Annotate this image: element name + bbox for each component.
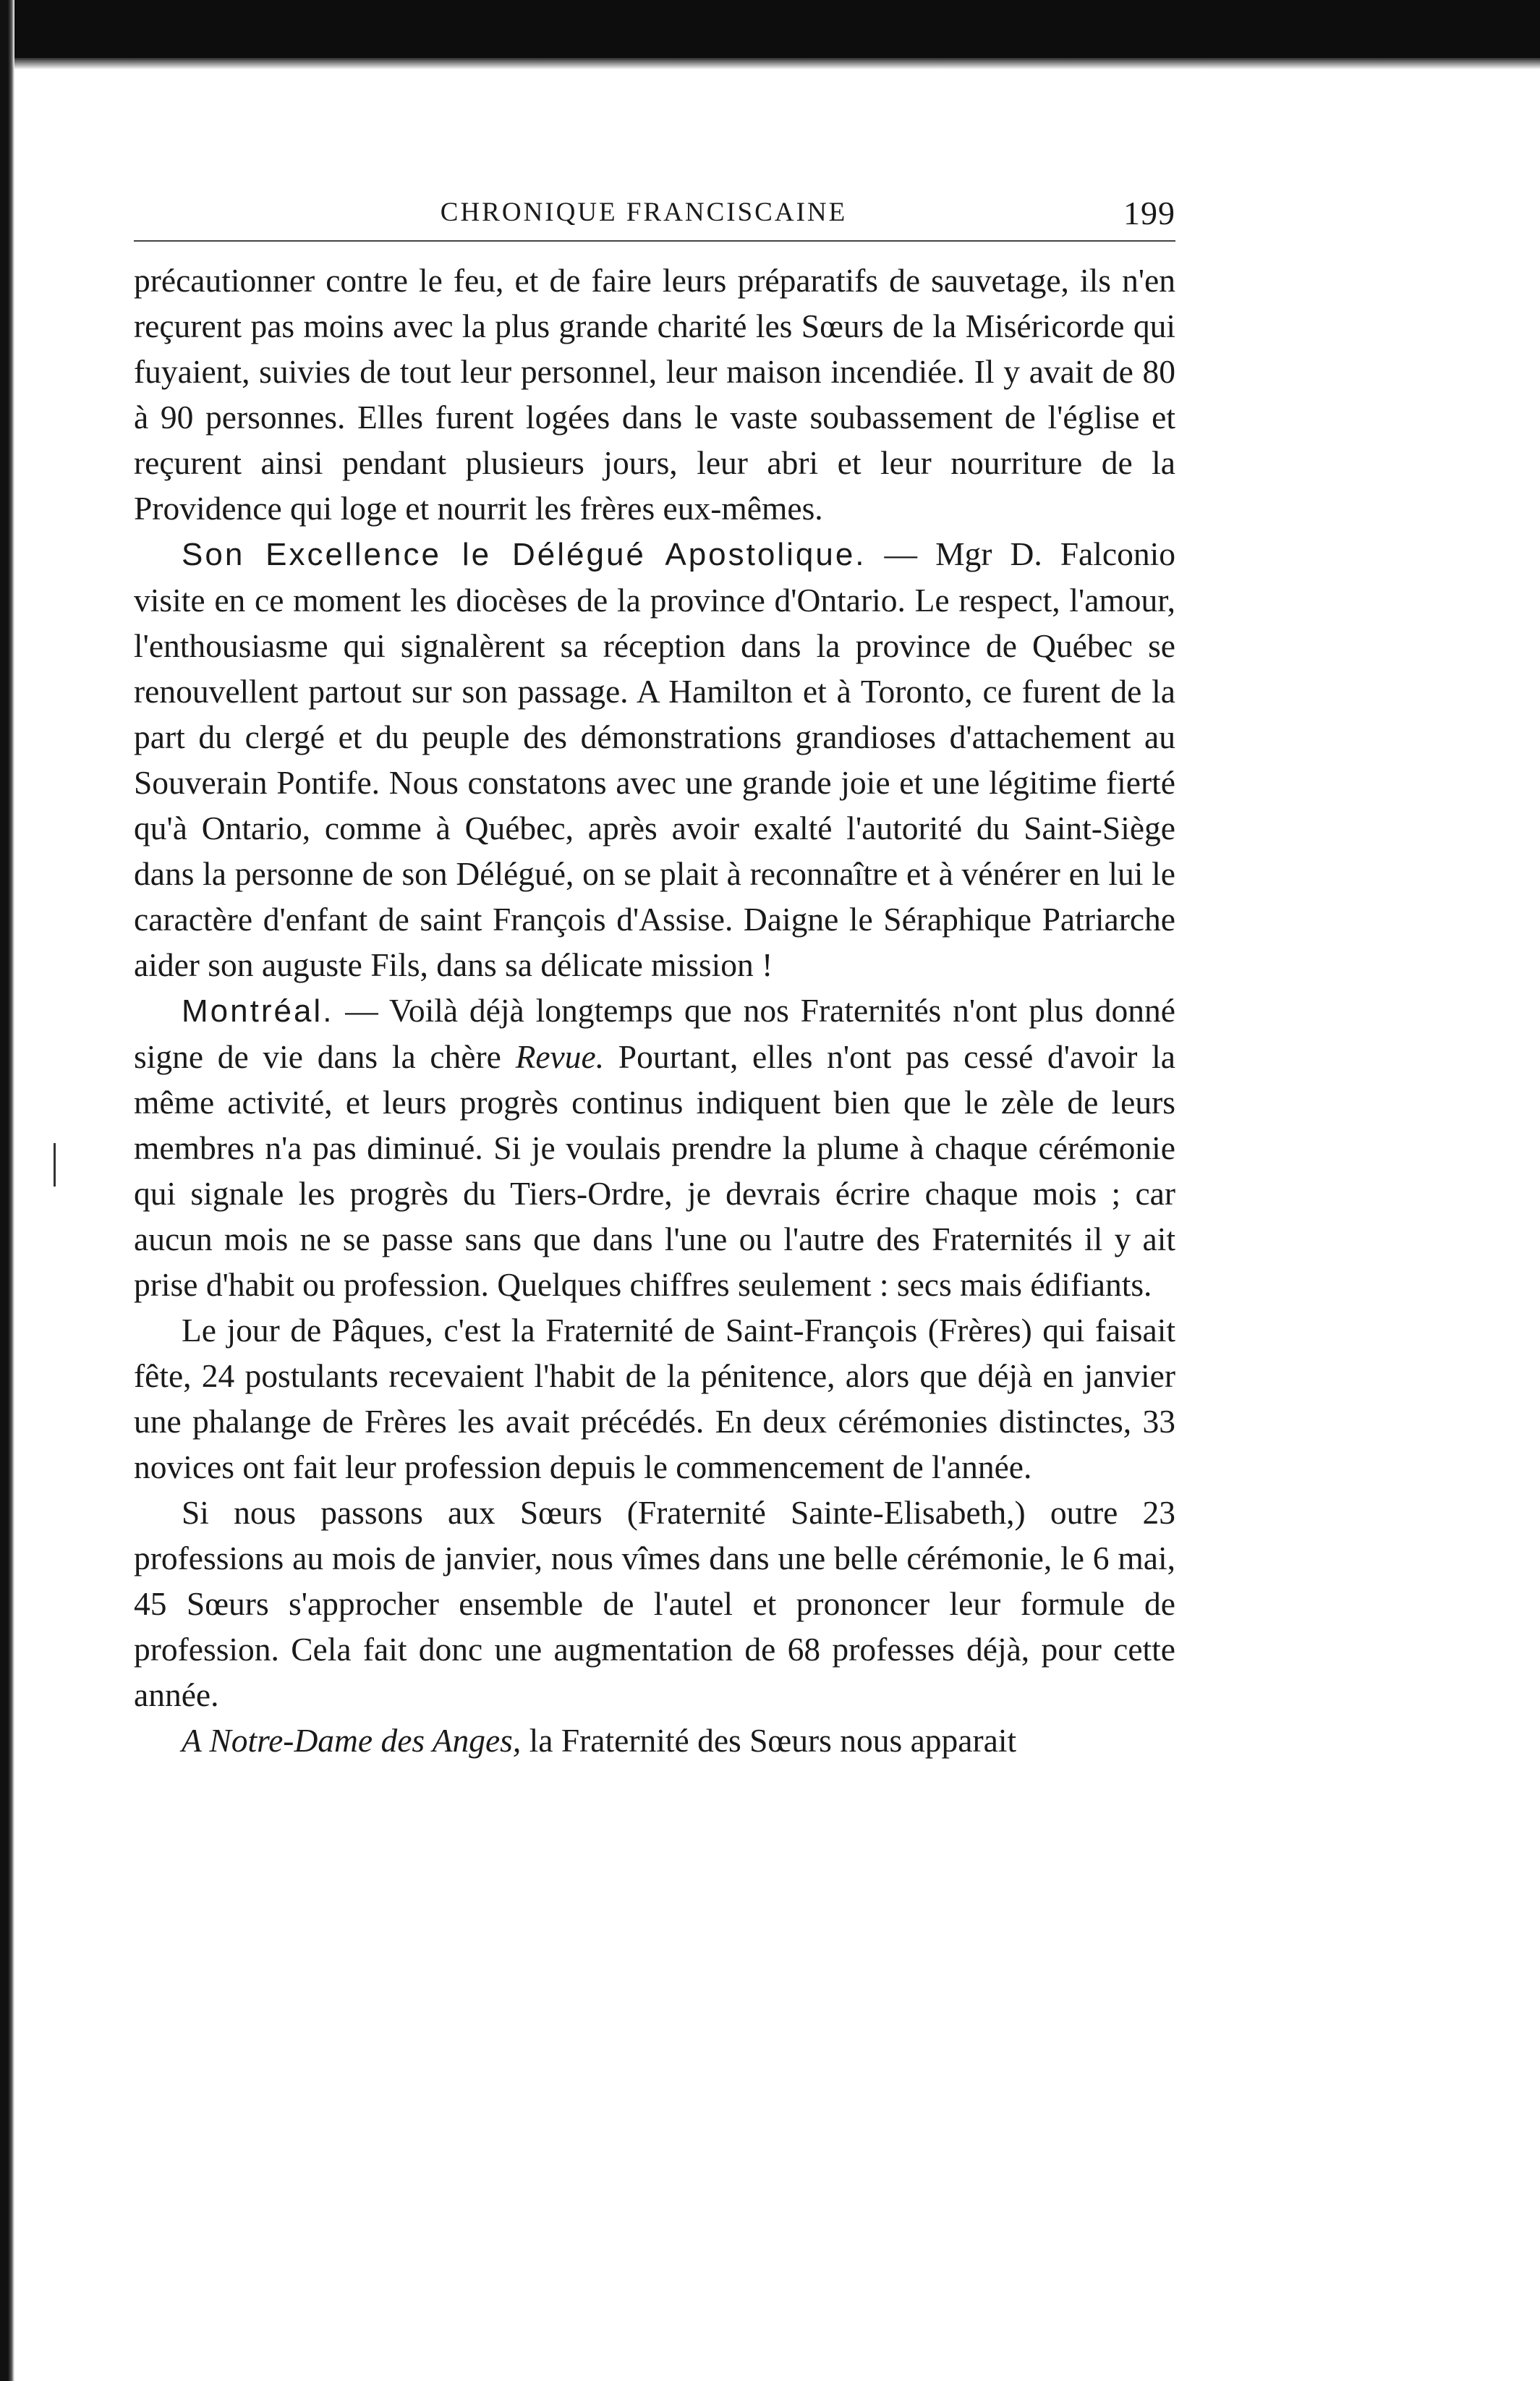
paragraph-notre-dame-text: la Fraternité des Sœurs nous apparait: [521, 1722, 1017, 1759]
header-rule: [134, 240, 1175, 242]
paragraph-sisters: Si nous passons aux Sœurs (Fraternité Sainte-Elisabeth,) outre 23 professions au mois de janvier, nous vîmes dans une belle cérémonie, le 6 mai, 45 Sœurs s'approcher ensemble de l'autel et prononcer leur formule de profession. Cela fait donc une augmentation de 68 professes déjà, pour cette année.: [134, 1494, 1175, 1713]
paragraph-delegate-text: — Mgr D. Falconio visite en ce moment les diocèses de la province d'Ontario. Le respect, l'amour, l'enthousiasme qui signalèrent sa réception dans la province de Québec se renouvellent partout sur son passage. A Hamilton et à Toronto, ce furent de la part du clergé et du peuple des démonstrations grandioses d'attachement au Souverain Pontife. Nous constatons avec une grande joie et une légitime fierté qu'à Ontario, comme à Québec, après avoir exalté l'autorité du Saint-Siège dans la personne de son Délégué, on se plait à reconnaître et à vénérer en lui le caractère d'enfant de saint François d'Assise. Daigne le Séraphique Patriarche aider son auguste Fils, dans sa délicate mission !: [134, 535, 1175, 983]
notre-dame-title: A Notre-Dame des Anges,: [182, 1722, 522, 1759]
paragraph-montreal-text-b: Pourtant, elles n'ont pas cessé d'avoir la même activité, et leurs progrès continus indiquent bien que le zèle de leurs membres n'a pas diminué. Si je voulais prendre la plume à chaque cérémonie qui signale les progrès du Tiers-Ordre, je devrais écrire chaque mois ; car aucun mois ne se passe sans que dans l'une ou l'autre des Fraternités il y ait prise d'habit ou profession. Quelques chiffres seulement : secs mais édifiants.: [134, 1038, 1175, 1303]
section-heading-delegate: Son Excellence le Délégué Apostolique.: [182, 537, 867, 572]
paragraph-montreal: [134, 988, 1175, 1307]
scan-left-border: [0, 0, 14, 2381]
paragraph-notre-dame: [134, 1718, 1175, 1763]
margin-mark: [54, 1143, 56, 1187]
paragraph-easter: Le jour de Pâques, c'est la Fraternité de Saint-François (Frères) qui faisait fête, 24 postulants recevaient l'habit de la pénitence, alors que déjà en janvier une phalange de Frères les avait précédés. En deux cérémonies distinctes, 33 novices ont fait leur profession depuis le commencement de l'année.: [134, 1312, 1175, 1485]
section-heading-montreal: Montréal.: [182, 993, 334, 1029]
book-page: [134, 188, 1175, 1763]
paragraph-apostolic-delegate: [134, 531, 1175, 988]
running-head: [134, 188, 1175, 234]
revue-title: Revue.: [515, 1038, 605, 1075]
running-title: CHRONIQUE FRANCISCAINE: [440, 198, 848, 227]
scan-top-shadow: [0, 58, 1540, 69]
paragraph-montreal-text-a: — Voilà déjà longtemps que nos Fraternités n'ont plus donné signe de vie dans la chère: [134, 992, 1175, 1075]
paragraph-fire-shelter: précautionner contre le feu, et de faire leurs préparatifs de sauvetage, ils n'en reçurent pas moins avec la plus grande charité les Sœurs de la Miséricorde qui fuyaient, suivies de tout leur personnel, leur maison incendiée. Il y avait de 80 à 90 personnes. Elles furent logées dans le vaste soubassement de l'église et reçurent ainsi pendant plusieurs jours, leur abri et leur nourriture de la Providence qui loge et nourrit les frères eux-mêmes.: [134, 262, 1175, 527]
scan-top-border: [0, 0, 1540, 62]
page-number: 199: [1123, 195, 1175, 232]
page-body: [134, 258, 1175, 1763]
